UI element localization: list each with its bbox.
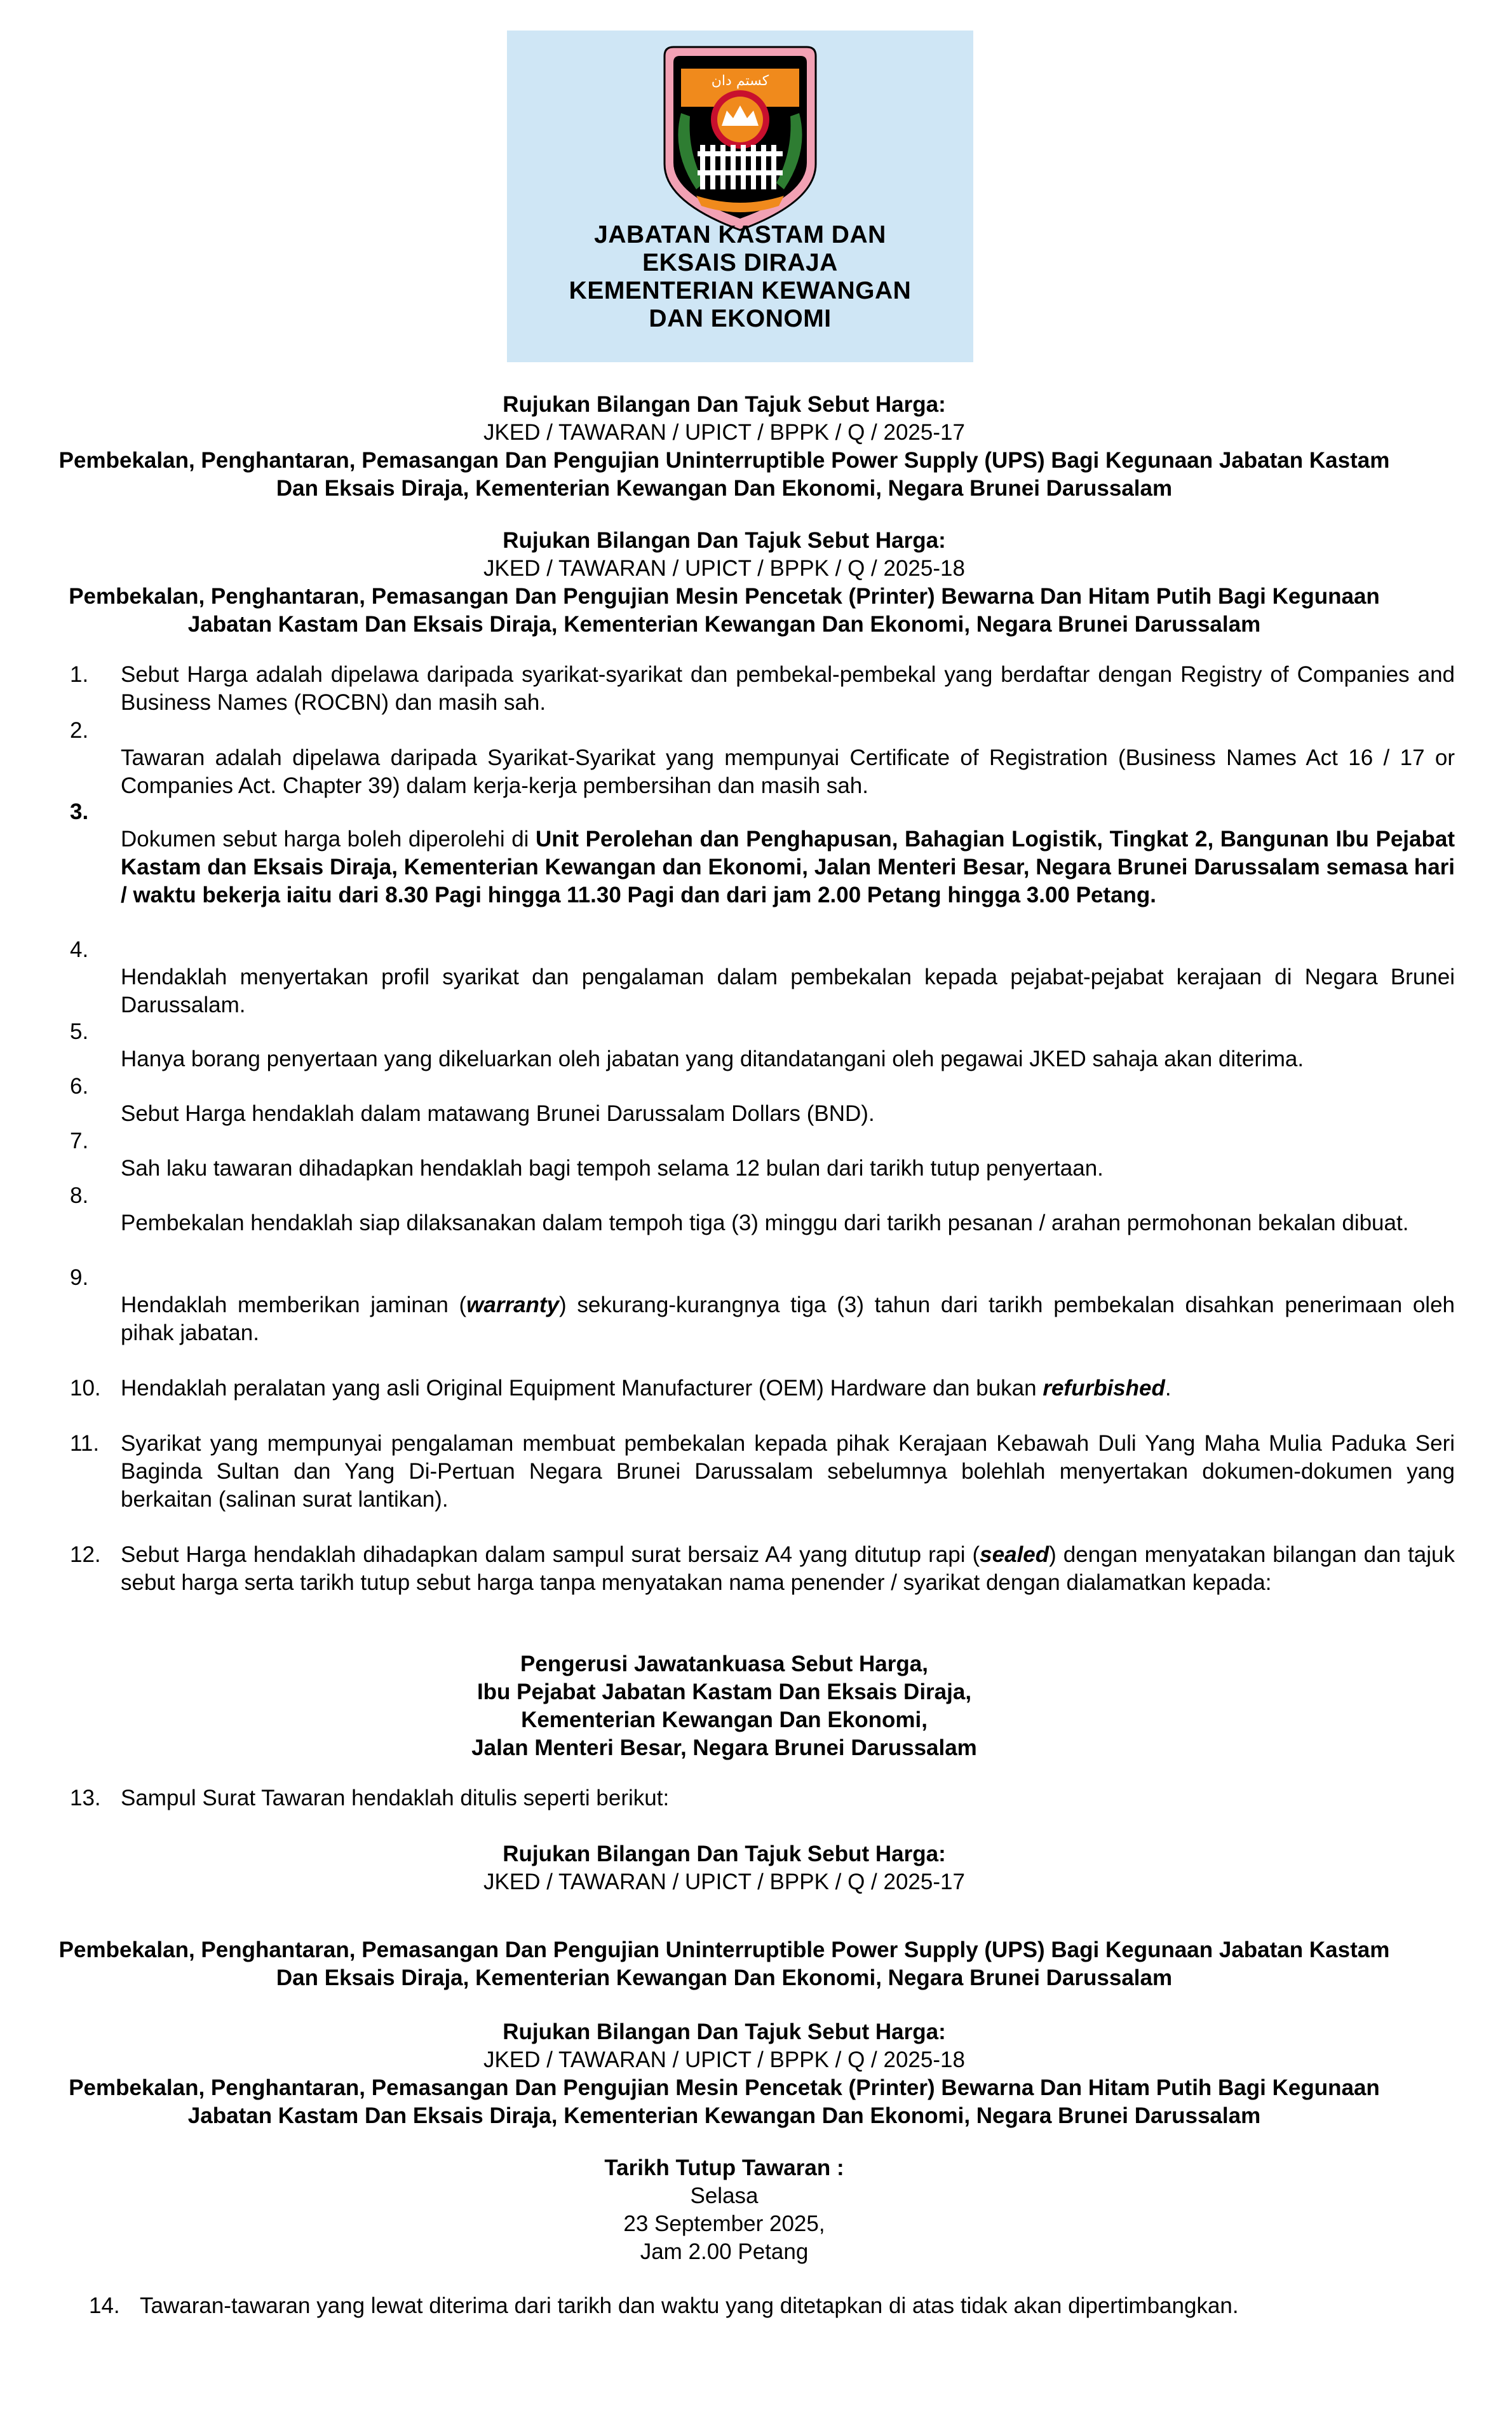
item-number: 12. xyxy=(70,1542,101,1567)
item-text-bold-italic: refurbished xyxy=(1043,1376,1165,1401)
closing-day: Selasa xyxy=(690,2183,759,2208)
ref-label: Rujukan Bilangan Dan Tajuk Sebut Harga: xyxy=(503,2019,946,2044)
item-text: Sampul Surat Tawaran hendaklah ditulis seperti berikut: xyxy=(121,1786,670,1810)
item-number: 14. xyxy=(89,2293,120,2318)
ref-title-line-1: Pembekalan, Penghantaran, Pemasangan Dan Pengujian Uninterruptible Power Supply (UPS) Bagi Kegunaan Jabatan Kastam xyxy=(58,448,1390,473)
ref-title-line-2: Jabatan Kastam Dan Eksais Diraja, Kementerian Kewangan Dan Ekonomi, Negara Brunei Darussalam xyxy=(187,2103,1261,2128)
item-text: Syarikat yang mempunyai pengalaman membuat pembekalan kepada pihak Kerajaan Kebawah Duli Yang Maha Mulia Paduka Seri Baginda Sultan dan Yang Di-Pertuan Negara Brunei Darussalam sebelumnya bolehlah menyertakan dokumen-dokumen yang berkaitan (salinan surat lantikan). xyxy=(121,1431,1455,1512)
envelope-title-17 xyxy=(32,1936,1417,1992)
address-line-3: Kementerian Kewangan Dan Ekonomi, xyxy=(521,1707,928,1732)
item-text-part: Hendaklah peralatan yang asli Original Equipment Manufacturer (OEM) Hardware dan bukan xyxy=(121,1376,1043,1401)
item-text-part: . xyxy=(1164,1376,1171,1401)
ref-title-line-1: Pembekalan, Penghantaran, Pemasangan Dan Pengujian Uninterruptible Power Supply (UPS) Bagi Kegunaan Jabatan Kastam xyxy=(58,1937,1390,1962)
item-text-part: Dokumen sebut harga boleh diperolehi di xyxy=(121,827,536,852)
item-number-2: 2. xyxy=(70,718,89,743)
ref-number: JKED / TAWARAN / UPICT / BPPK / Q / 2025-17 xyxy=(483,1870,965,1894)
item-number-4: 4. xyxy=(70,937,89,962)
closing-time: Jam 2.00 Petang xyxy=(640,2239,809,2264)
item-number: 13. xyxy=(70,1786,101,1810)
item-number: 1. xyxy=(70,662,89,687)
ref-label: Rujukan Bilangan Dan Tajuk Sebut Harga: xyxy=(503,1842,946,1866)
logo-line-4: DAN EKONOMI xyxy=(649,305,832,332)
address-line-4: Jalan Menteri Besar, Negara Brunei Darussalam xyxy=(471,1735,977,1760)
item-text: Hanya borang penyertaan yang dikeluarkan oleh jabatan yang ditandatangani oleh pegawai JKED sahaja akan diterima. xyxy=(121,1047,1304,1071)
ref-title-line-2: Dan Eksais Diraja, Kementerian Kewangan Dan Ekonomi, Negara Brunei Darussalam xyxy=(276,476,1173,501)
ref-label: Rujukan Bilangan Dan Tajuk Sebut Harga: xyxy=(503,528,946,553)
item-text-bold-italic: warranty xyxy=(466,1293,560,1317)
customs-emblem-icon xyxy=(652,43,828,234)
item-number-3: 3. xyxy=(70,799,89,824)
item-number: 11. xyxy=(70,1431,100,1456)
ref-title-line-1: Pembekalan, Penghantaran, Pemasangan Dan Pengujian Mesin Pencetak (Printer) Bewarna Dan Hitam Putih Bagi Kegunaan xyxy=(69,584,1380,609)
ref-number: JKED / TAWARAN / UPICT / BPPK / Q / 2025-17 xyxy=(483,420,965,445)
item-text: Sebut Harga adalah dipelawa daripada syarikat-syarikat dan pembekal-pembekal yang berdaftar dengan Registry of Companies and Business Names (ROCBN) dan masih sah. xyxy=(121,662,1455,715)
item-number-9: 9. xyxy=(70,1265,89,1290)
item-number-7: 7. xyxy=(70,1129,89,1153)
item-text: Tawaran-tawaran yang lewat diterima dari tarikh dan waktu yang ditetapkan di atas tidak akan dipertimbangkan. xyxy=(140,2293,1239,2318)
item-text xyxy=(121,1374,1455,1402)
item-number-5: 5. xyxy=(70,1019,89,1044)
item-text: Sebut Harga hendaklah dalam matawang Brunei Darussalam Dollars (BND). xyxy=(121,1101,875,1126)
address-line-1: Pengerusi Jawatankuasa Sebut Harga, xyxy=(520,1652,928,1676)
logo-line-1: JABATAN KASTAM DAN xyxy=(594,221,886,248)
address-block xyxy=(32,1650,1417,1762)
item-number: 10. xyxy=(70,1376,101,1401)
item-text-part: ) sekurang-kurangnya tiga (3) tahun dari tarikh pembekalan disahkan penerimaan oleh pihak jabatan. xyxy=(121,1293,1455,1345)
emblem-arabic-text: كستم دان xyxy=(711,73,769,89)
logo-line-3: KEMENTERIAN KEWANGAN xyxy=(569,277,912,304)
closing-date-block xyxy=(32,2154,1417,2266)
item-text xyxy=(121,1541,1455,1597)
item-text-part: Hendaklah memberikan jaminan ( xyxy=(121,1293,467,1317)
header-ref-18 xyxy=(32,527,1417,639)
ref-number: JKED / TAWARAN / UPICT / BPPK / Q / 2025-18 xyxy=(483,556,965,581)
department-logo xyxy=(507,31,973,362)
ref-label: Rujukan Bilangan Dan Tajuk Sebut Harga: xyxy=(503,392,946,417)
item-text-part: Sebut Harga hendaklah dihadapkan dalam sampul surat bersaiz A4 yang ditutup rapi ( xyxy=(121,1542,980,1567)
ref-title-line-2: Jabatan Kastam Dan Eksais Diraja, Kementerian Kewangan Dan Ekonomi, Negara Brunei Darussalam xyxy=(187,612,1261,637)
item-text-bold-italic: sealed xyxy=(980,1542,1050,1567)
address-line-2: Ibu Pejabat Jabatan Kastam Dan Eksais Diraja, xyxy=(476,1680,972,1704)
closing-date: 23 September 2025, xyxy=(623,2211,825,2236)
logo-line-2: EKSAIS DIRAJA xyxy=(642,249,838,276)
item-text-part: ) dengan menyatakan bilangan dan tajuk sebut harga serta tarikh tutup sebut harga tanpa menyatakan nama penender / syarikat dengan dialamatkan kepada: xyxy=(121,1542,1455,1595)
item-number-6: 6. xyxy=(70,1074,89,1099)
logo-text xyxy=(507,221,973,333)
header-ref-17 xyxy=(32,391,1417,503)
item-number-8: 8. xyxy=(70,1183,89,1208)
envelope-ref-18 xyxy=(32,2018,1417,2130)
item-text-bold: Unit Perolehan dan Penghapusan, Bahagian Logistik, Tingkat 2, Bangunan Ibu Pejabat Kastam dan Eksais Diraja, Kementerian Kewangan dan Ekonomi, Jalan Menteri Besar, Negara Brunei Darussalam semasa hari / waktu bekerja iaitu dari 8.30 Pagi hingga 11.30 Pagi dan dari jam 2.00 Petang hingga 3.00 Petang. xyxy=(121,827,1455,907)
item-text: Hendaklah menyertakan profil syarikat dan pengalaman dalam pembekalan kepada pejabat-pejabat kerajaan di Negara Brunei Darussalam. xyxy=(121,965,1455,1017)
item-text: Tawaran adalah dipelawa daripada Syarikat-Syarikat yang mempunyai Certificate of Registration (Business Names Act 16 / 17 or Companies Act. Chapter 39) dalam kerja-kerja pembersihan dan masih sah. xyxy=(121,745,1455,798)
item-text xyxy=(121,1291,1455,1347)
ref-title-line-1: Pembekalan, Penghantaran, Pemasangan Dan Pengujian Mesin Pencetak (Printer) Bewarna Dan Hitam Putih Bagi Kegunaan xyxy=(69,2075,1380,2100)
item-text: Pembekalan hendaklah siap dilaksanakan dalam tempoh tiga (3) minggu dari tarikh pesanan / arahan permohonan bekalan dibuat. xyxy=(121,1211,1409,1235)
ref-title-line-2: Dan Eksais Diraja, Kementerian Kewangan Dan Ekonomi, Negara Brunei Darussalam xyxy=(276,1965,1173,1990)
item-text xyxy=(121,825,1455,909)
item-text: Sah laku tawaran dihadapkan hendaklah bagi tempoh selama 12 bulan dari tarikh tutup penyertaan. xyxy=(121,1156,1104,1181)
envelope-ref-17 xyxy=(32,1840,1417,1896)
closing-label: Tarikh Tutup Tawaran : xyxy=(604,2155,844,2180)
ref-number: JKED / TAWARAN / UPICT / BPPK / Q / 2025-18 xyxy=(483,2047,965,2072)
